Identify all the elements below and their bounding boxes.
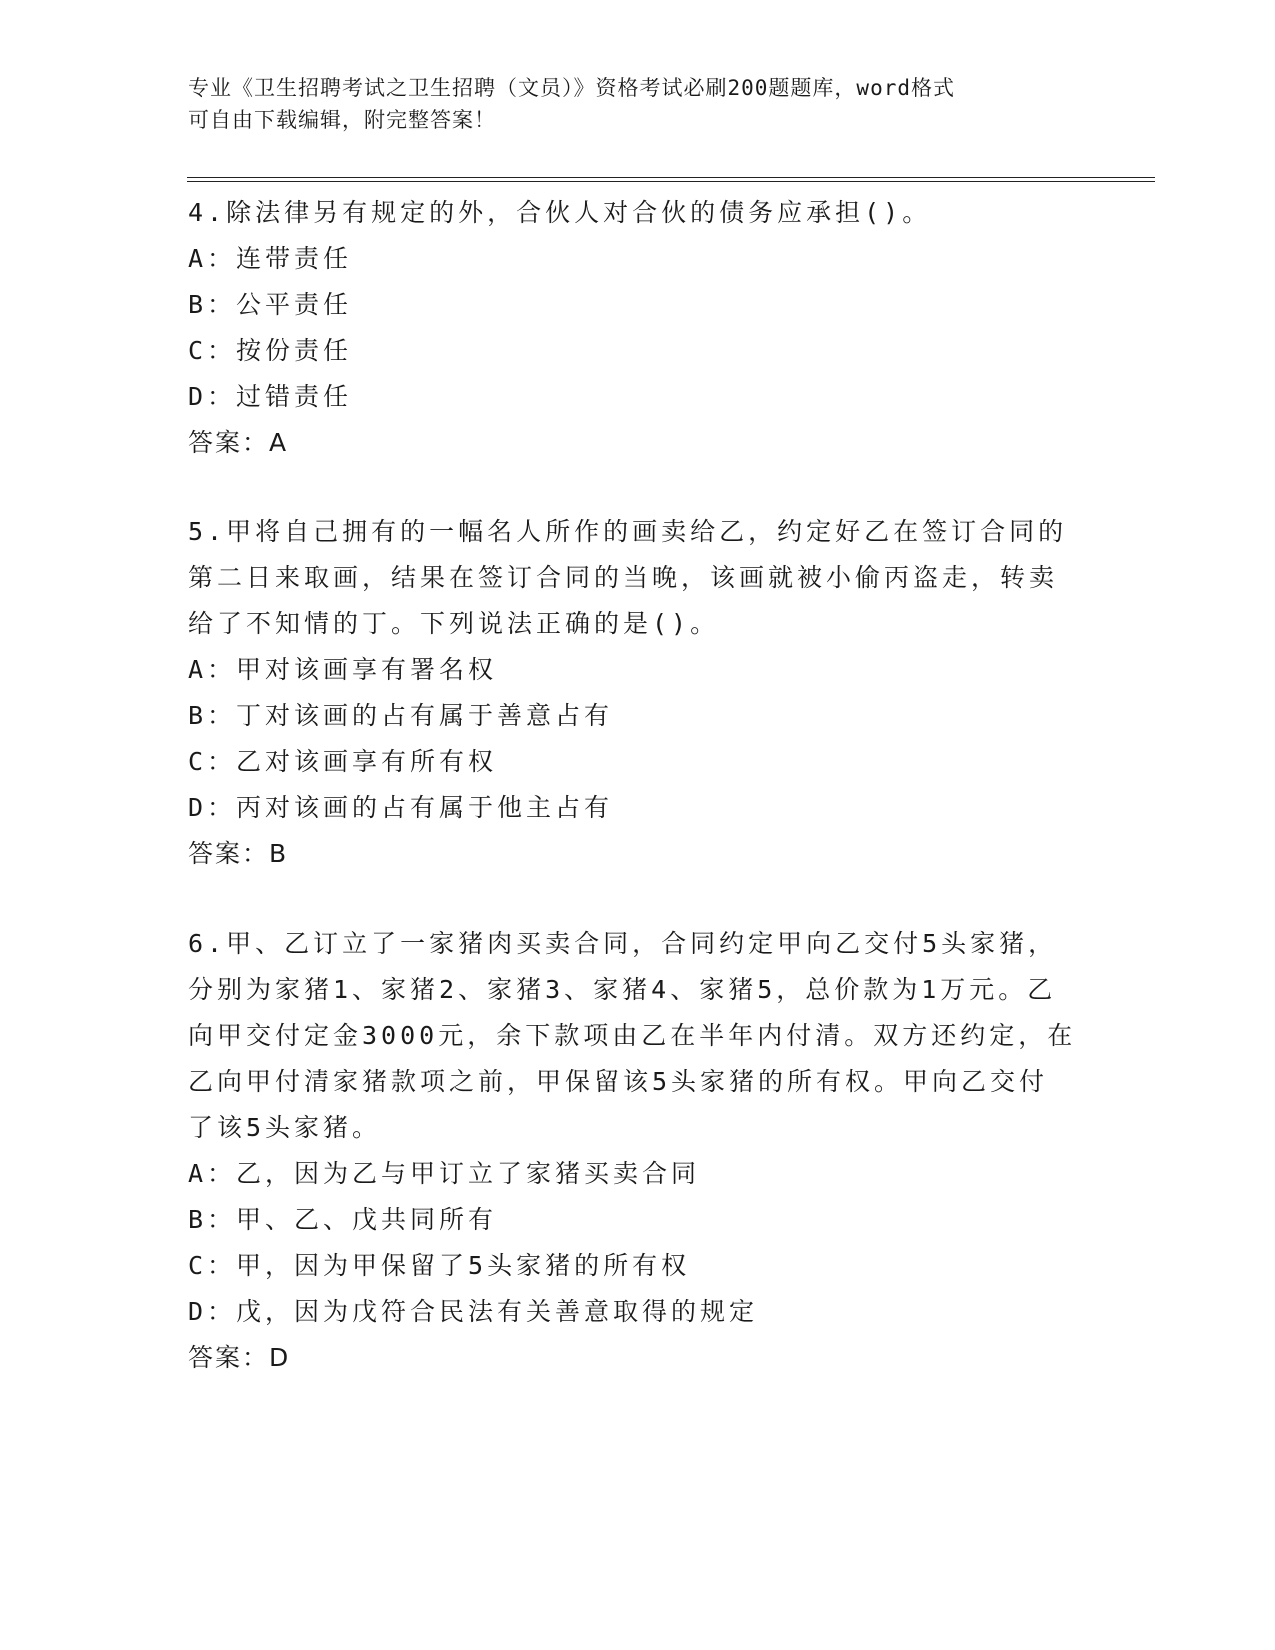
option-b: B：甲、乙、戊共同所有 [188,1205,498,1234]
question-stem-continued: 乙向甲付清家猪款项之前，甲保留该5头家猪的所有权。甲向乙交付 [188,1067,1049,1096]
option-d: D：丙对该画的占有属于他主占有 [188,793,614,822]
question-block [188,509,1088,877]
option-a: A：甲对该画享有署名权 [188,655,498,684]
question-block [188,921,1088,1381]
document-header [188,72,1068,136]
question-stem: 6.甲、乙订立了一家猪肉买卖合同，合同约定甲向乙交付5头家猪， [188,929,1058,958]
question-stem-continued: 给了不知情的丁。下列说法正确的是()。 [188,609,720,638]
option-b: B：公平责任 [188,290,353,319]
header-line-2: 可自由下载编辑，附完整答案！ [188,108,496,132]
header-divider-top [187,177,1155,178]
option-c: C：按份责任 [188,336,353,365]
question-stem: 5.甲将自己拥有的一幅名人所作的画卖给乙，约定好乙在签订合同的 [188,517,1068,546]
answer-line: 答案：D [188,1343,291,1372]
option-d: D：戊，因为戊符合民法有关善意取得的规定 [188,1297,759,1326]
option-c: C：乙对该画享有所有权 [188,747,498,776]
option-b: B：丁对该画的占有属于善意占有 [188,701,614,730]
option-a: A：乙，因为乙与甲订立了家猪买卖合同 [188,1159,701,1188]
question-stem-continued: 分别为家猪1、家猪2、家猪3、家猪4、家猪5，总价款为1万元。乙 [188,975,1057,1004]
answer-line: 答案：B [188,839,289,868]
header-divider-bottom [187,181,1155,182]
question-stem-continued: 第二日来取画，结果在签订合同的当晚，该画就被小偷丙盗走，转卖 [188,563,1059,592]
option-c: C：甲，因为甲保留了5头家猪的所有权 [188,1251,691,1280]
answer-line: 答案：A [188,428,289,457]
question-stem: 4.除法律另有规定的外，合伙人对合伙的债务应承担()。 [188,198,932,227]
option-d: D：过错责任 [188,382,353,411]
question-stem-continued: 向甲交付定金3000元，余下款项由乙在半年内付清。双方还约定，在 [188,1021,1077,1050]
question-block [188,190,1088,466]
question-stem-continued: 了该5头家猪。 [188,1113,382,1142]
option-a: A：连带责任 [188,244,353,273]
header-line-1: 专业《卫生招聘考试之卫生招聘（文员）》资格考试必刷200题题库，word格式 [188,76,955,100]
